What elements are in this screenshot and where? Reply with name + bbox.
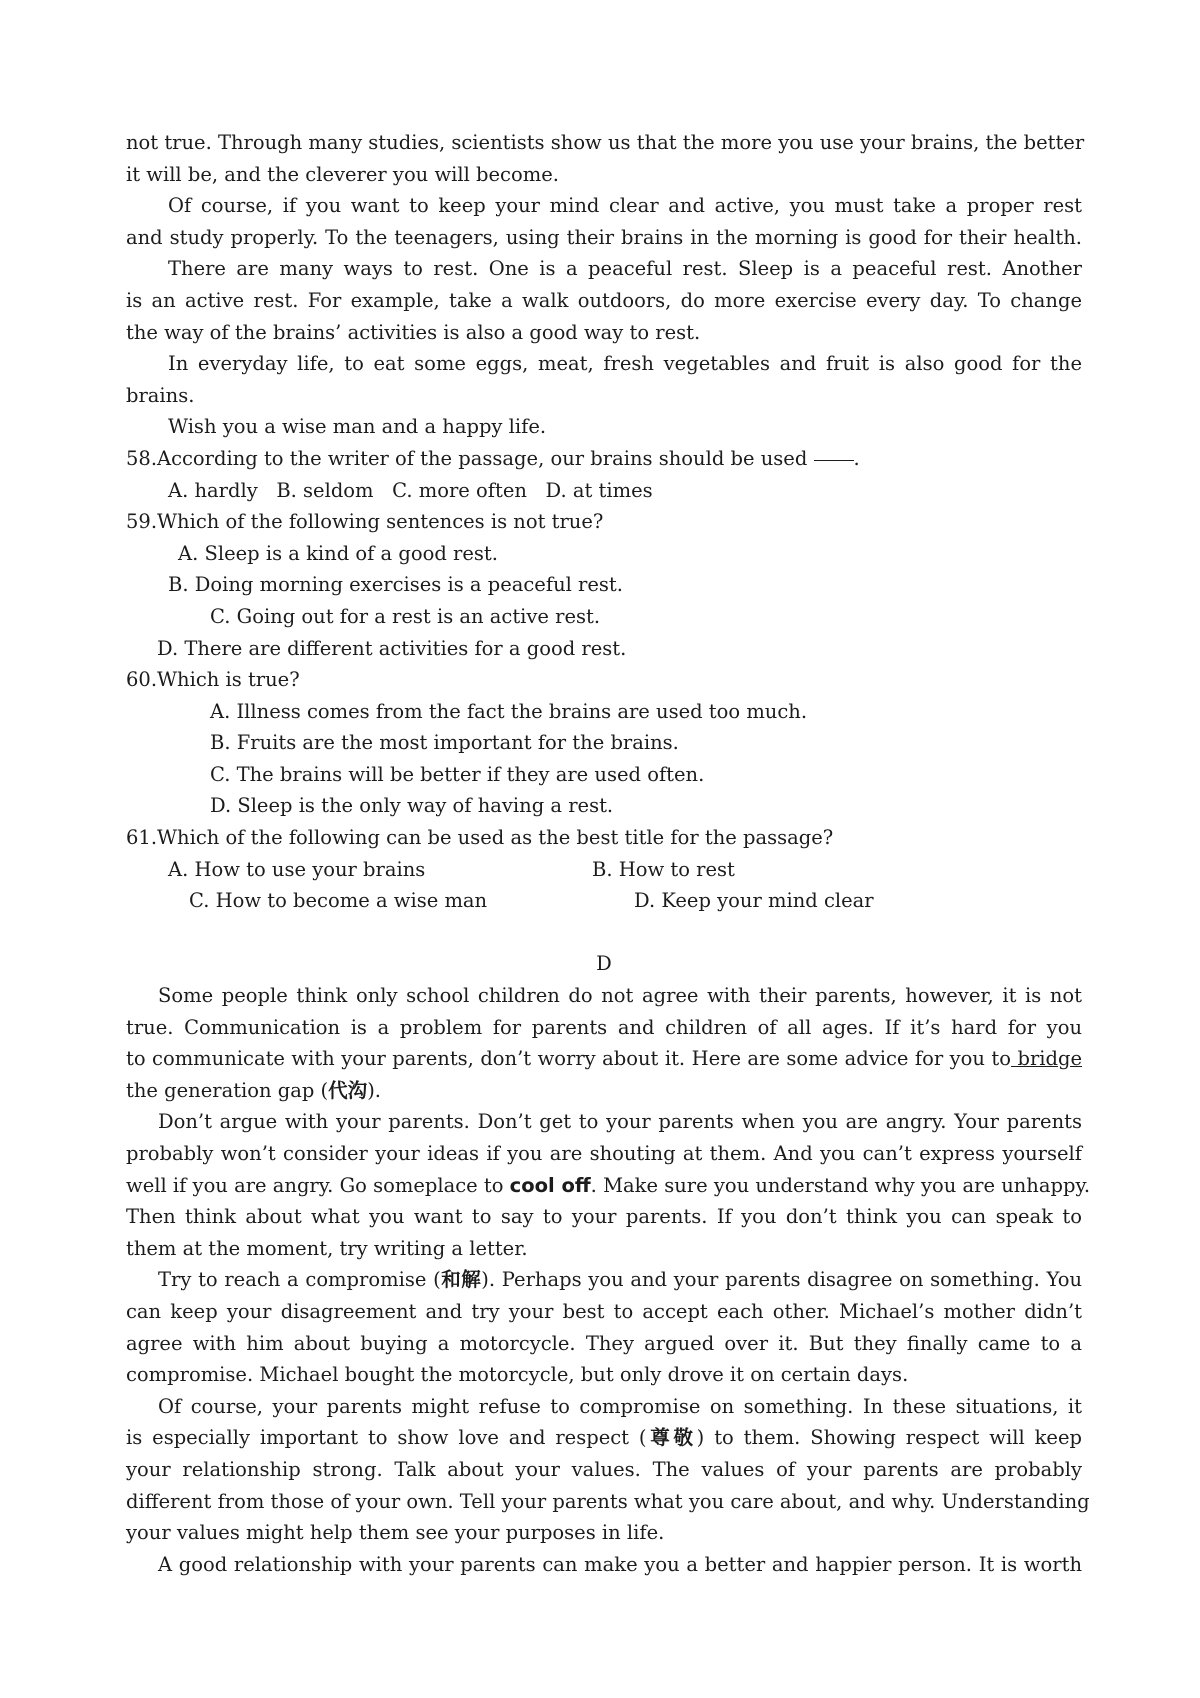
question-59-option-a: A. Sleep is a kind of a good rest. — [178, 541, 498, 565]
passage-d-line: compromise. Michael bought the motorcycle, but only drove it on certain days. — [126, 1363, 909, 1387]
passage-d-line: the generation gap (代沟). — [126, 1078, 381, 1102]
question-59-option-b: B. Doing morning exercises is a peaceful rest. — [168, 573, 623, 597]
passage-c-line: In everyday life, to eat some eggs, meat, fresh vegetables and fruit is also good for the — [168, 352, 1082, 376]
question-61-options-row-2 — [126, 885, 1082, 917]
question-58-options: A. hardly B. seldom C. more often D. at times — [168, 478, 653, 502]
passage-c-line: the way of the brains’ activities is also a good way to rest. — [126, 320, 701, 344]
question-61-option-b: B. How to rest — [592, 857, 735, 881]
passage-d-line: probably won’t consider your ideas if you are shouting at them. And you can’t express yourself — [126, 1142, 1082, 1165]
passage-d-line: different from those of your own. Tell your parents what you care about, and why. Understanding — [126, 1489, 1090, 1513]
question-59-option-c: C. Going out for a rest is an active rest. — [210, 604, 601, 628]
passage-d-line: can keep your disagreement and try your best to accept each other. Michael’s mother didn’t — [126, 1299, 1082, 1323]
question-61-options-row-1 — [126, 854, 1082, 886]
passage-c-line: Wish you a wise man and a happy life. — [168, 415, 547, 439]
passage-d-line: Of course, your parents might refuse to compromise on something. In these situations, it — [158, 1394, 1082, 1418]
passage-d-line: well if you are angry. Go someplace to cool off. Make sure you understand why you are unhappy. — [126, 1173, 1091, 1197]
chinese-gloss: 代沟 — [328, 1078, 368, 1102]
passage-c-line: and study properly. To the teenagers, using their brains in the morning is good for their health. — [126, 225, 1082, 249]
question-60-option-a: A. Illness comes from the fact the brains are used too much. — [210, 699, 808, 723]
question-59-stem: 59.Which of the following sentences is not true? — [126, 510, 604, 534]
question-60-option-d: D. Sleep is the only way of having a rest. — [210, 794, 614, 818]
passage-c-line: Of course, if you want to keep your mind clear and active, you must take a proper rest — [168, 194, 1082, 218]
section-title: D — [596, 952, 612, 976]
document-page — [126, 127, 1091, 1580]
passage-c-line: There are many ways to rest. One is a peaceful rest. Sleep is a peaceful rest. Another — [168, 257, 1082, 281]
passage-c-line: is an active rest. For example, take a walk outdoors, do more exercise every day. To change — [126, 288, 1082, 312]
question-60-stem: 60.Which is true? — [126, 668, 300, 692]
underlined-word: bridge — [1011, 1047, 1083, 1071]
passage-d-line: agree with him about buying a motorcycle. They argued over it. But they finally came to a — [126, 1331, 1082, 1355]
answer-blank — [814, 459, 854, 461]
question-61-option-d: D. Keep your mind clear — [634, 889, 874, 913]
passage-d-line: Don’t argue with your parents. Don’t get to your parents when you are angry. Your parents — [158, 1110, 1082, 1134]
question-61-option-c: C. How to become a wise man — [189, 889, 488, 913]
passage-d-line: A good relationship with your parents can make you a better and happier person. It is worth — [158, 1552, 1082, 1576]
question-61-option-a: A. How to use your brains — [168, 857, 426, 881]
question-60-option-b: B. Fruits are the most important for the brains. — [210, 731, 679, 755]
passage-c-line: it will be, and the cleverer you will become. — [126, 162, 559, 186]
chinese-gloss: 和解 — [440, 1268, 482, 1292]
question-60-option-c: C. The brains will be better if they are used often. — [210, 762, 705, 786]
question-59-option-d: D. There are different activities for a good rest. — [157, 636, 627, 660]
question-61-stem: 61.Which of the following can be used as the best title for the passage? — [126, 826, 834, 850]
passage-c-line: not true. Through many studies, scientists show us that the more you use your brains, the better — [126, 131, 1085, 154]
passage-d-line: Some people think only school children do not agree with their parents, however, it is not — [158, 984, 1082, 1008]
chinese-gloss: 尊敬 — [646, 1426, 697, 1450]
passage-d-line: your values might help them see your purposes in life. — [126, 1521, 665, 1545]
passage-d-line: your relationship strong. Talk about your values. The values of your parents are probably — [126, 1457, 1082, 1481]
passage-d-line: is especially important to show love and respect (尊敬) to them. Showing respect will keep — [126, 1426, 1082, 1450]
passage-c-line: brains. — [126, 383, 195, 407]
passage-d-line: Try to reach a compromise (和解). Perhaps you and your parents disagree on something. You — [158, 1268, 1082, 1292]
passage-d-line: them at the moment, try writing a letter. — [126, 1236, 528, 1260]
passage-d-line: Then think about what you want to say to your parents. If you don’t think you can speak to — [126, 1205, 1082, 1229]
bold-phrase: cool off — [509, 1173, 591, 1197]
passage-d-line: to communicate with your parents, don’t worry about it. Here are some advice for you to bridge — [126, 1047, 1083, 1071]
passage-d-line: true. Communication is a problem for parents and children of all ages. If it’s hard for you — [126, 1015, 1082, 1039]
question-58-stem: 58.According to the writer of the passage, our brains should be used . — [126, 446, 860, 470]
